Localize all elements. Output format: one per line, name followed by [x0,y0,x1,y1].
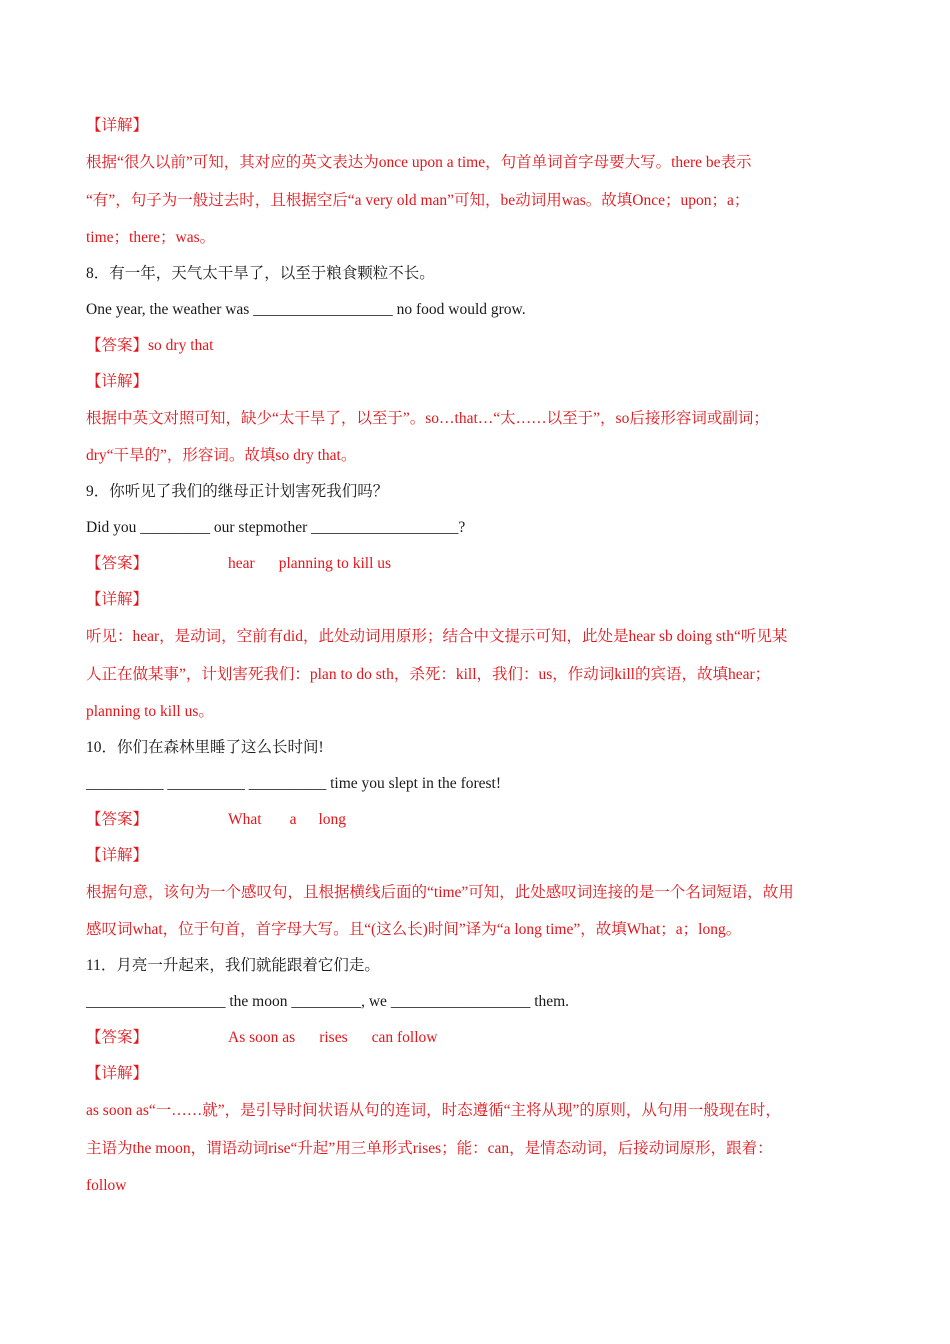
explanation-label: 【详解】 [86,591,149,608]
answer-text: planning to kill us [278,555,392,572]
explanation-label: 【详解】 [86,847,149,864]
answer-line [86,802,866,838]
explanation-text: as soon as“一……就”，是引导时间状语从句的连词，时态遵循“主将从现”的原则，从句用一般现在时， [86,1102,781,1119]
explanation-text: follow [86,1177,127,1194]
answer-line [86,1020,866,1056]
explanation-text: time；there；was。 [86,229,216,246]
explanation-label: 【详解】 [86,117,149,134]
answer-line [86,546,866,582]
answer-label: 【答案】 [86,337,149,354]
question-sentence: __________ __________ __________ time you slept in the forest! [86,775,502,792]
explanation-text: dry“干旱的”，形容词。故填so dry that。 [86,447,357,464]
document-page [86,108,866,1204]
explanation-label: 【详解】 [86,1065,149,1082]
question-title: 8．有一年，天气太干旱了，以至于粮食颗粒不长。 [86,265,435,282]
answer-label: 【答案】 [86,555,149,572]
question-sentence: __________________ the moon _________, we __________________ them. [86,993,570,1010]
question-sentence: Did you _________ our stepmother ___________________? [86,519,466,536]
explanation-text: 感叹词what，位于句首，首字母大写。且“(这么长)时间”译为“a long time”，故填What；a；long。 [86,921,742,938]
question-sentence: One year, the weather was __________________ no food would grow. [86,301,526,318]
answer-text: rises [319,1029,348,1046]
explanation-text: planning to kill us。 [86,703,214,720]
question-title: 10．你们在森林里睡了这么长时间! [86,739,324,756]
explanation-label: 【详解】 [86,373,149,390]
explanation-text: “有”，句子为一般过去时，且根据空后“a very old man”可知，be动词用was。故填Once；upon；a； [86,192,750,209]
answer-line [86,328,866,364]
explanation-text: 听见：hear，是动词，空前有did，此处动词用原形；结合中文提示可知，此处是hear sb doing sth“听见某 [86,628,788,645]
question-title: 9．你听见了我们的继母正计划害死我们吗？ [86,483,389,500]
explanation-text: 人正在做某事”，计划害死我们：plan to do sth，杀死：kill，我们：us，作动词kill的宾语，故填hear； [86,666,771,683]
explanation-text: 根据“很久以前”可知，其对应的英文表达为once upon a time，句首单词首字母要大写。there be表示 [86,154,752,171]
answer-text: What [228,811,262,828]
explanation-text: 主语为the moon，谓语动词rise“升起”用三单形式rises；能：can，是情态动词，后接动词原形，跟着： [86,1140,773,1157]
answer-label: 【答案】 [86,1029,149,1046]
answer-text: can follow [371,1029,438,1046]
explanation-text: 根据句意，该句为一个感叹句，且根据横线后面的“time”可知，此处感叹词连接的是一个名词短语，故用 [86,884,794,901]
answer-text: so dry that [148,337,214,354]
answer-text: As soon as [228,1029,296,1046]
answer-text: a [289,811,297,828]
explanation-text: 根据中英文对照可知，缺少“太干旱了，以至于”。so…that…“太……以至于”，so后接形容词或副词； [86,410,769,427]
answer-text: hear [228,555,255,572]
answer-text: long [318,811,347,828]
answer-label: 【答案】 [86,811,149,828]
question-title: 11．月亮一升起来，我们就能跟着它们走。 [86,957,380,974]
